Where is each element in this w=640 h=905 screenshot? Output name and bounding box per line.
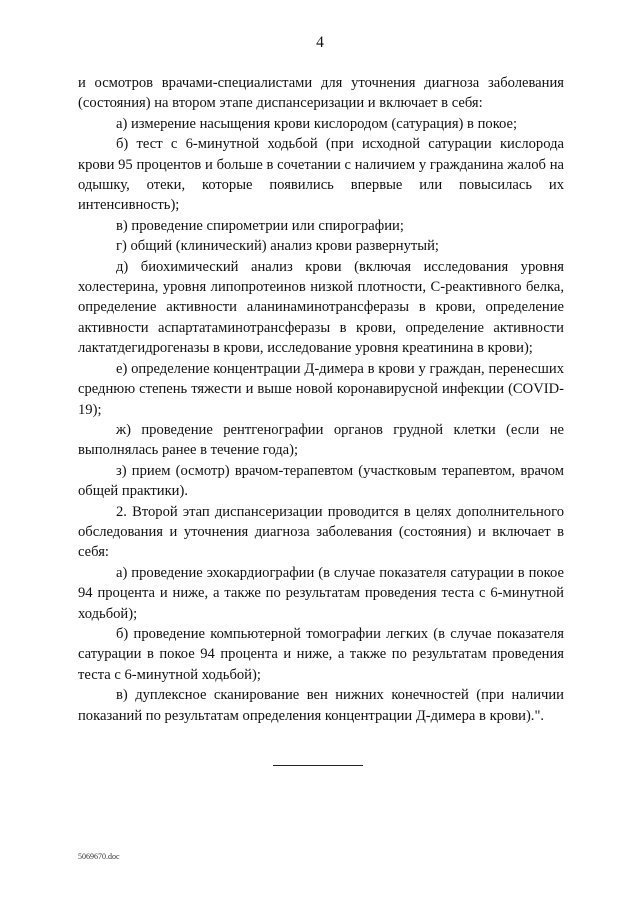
paragraph: е) определение концентрации Д-димера в крови у граждан, перенесших среднюю степень тяжести и выше новой коронавирусной инфекции (COVID-19); (78, 360, 564, 418)
paragraph: и осмотров врачами-специалистами для уточнения диагноза заболевания (состояния) на втором этапе диспансеризации и включает в себя: (78, 75, 564, 112)
paragraph: в) дуплексное сканирование вен нижних конечностей (при наличии показаний по результатам определения концентрации Д-димера в крови).". (78, 687, 564, 724)
paragraph: з) прием (осмотр) врачом-терапевтом (участковым терапевтом, врачом общей практики). (78, 462, 564, 500)
paragraph: в) проведение спирометрии или спирографии; (116, 217, 404, 234)
paragraph: г) общий (клинический) анализ крови развернутый; (116, 238, 439, 255)
paragraph: б) тест с 6-минутной ходьбой (при исходной сатурации кислорода крови 95 процентов и больше в сочетании с наличием у гражданина жалоб на одышку, отеки, которые появились впервые или повысилась их интенсивность); (78, 136, 564, 214)
paragraph: а) проведение эхокардиографии (в случае показателя сатурации в покое 94 процента и ниже, а также по результатам проведения теста с 6-минутной ходьбой); (78, 564, 564, 622)
end-divider (273, 765, 363, 766)
document-body (78, 73, 564, 726)
paragraph: д) биохимический анализ крови (включая исследования уровня холестерина, уровня липопротеинов низкой плотности, С-реактивного белка, определение активности аланинаминотрансферазы в крови, определение активности аспартатаминотрансферазы в крови, определение активности лактатдегидрогеназы в крови, исследование уровня креатинина в крови); (78, 258, 564, 357)
page-number: 4 (316, 34, 324, 51)
paragraph: ж) проведение рентгенографии органов грудной клетки (если не выполнялась ранее в течение года); (78, 421, 564, 459)
paragraph: б) проведение компьютерной томографии легких (в случае показателя сатурации в покое 94 процента и ниже, а также по результатам проведения теста с 6-минутной ходьбой); (78, 625, 564, 683)
paragraph: а) измерение насыщения крови кислородом (сатурация) в покое; (116, 115, 518, 132)
footer-file-code: 5069670.doc (78, 852, 120, 861)
paragraph: 2. Второй этап диспансеризации проводится в целях дополнительного обследования и уточнения диагноза заболевания (состояния) и включает в себя: (78, 503, 564, 561)
